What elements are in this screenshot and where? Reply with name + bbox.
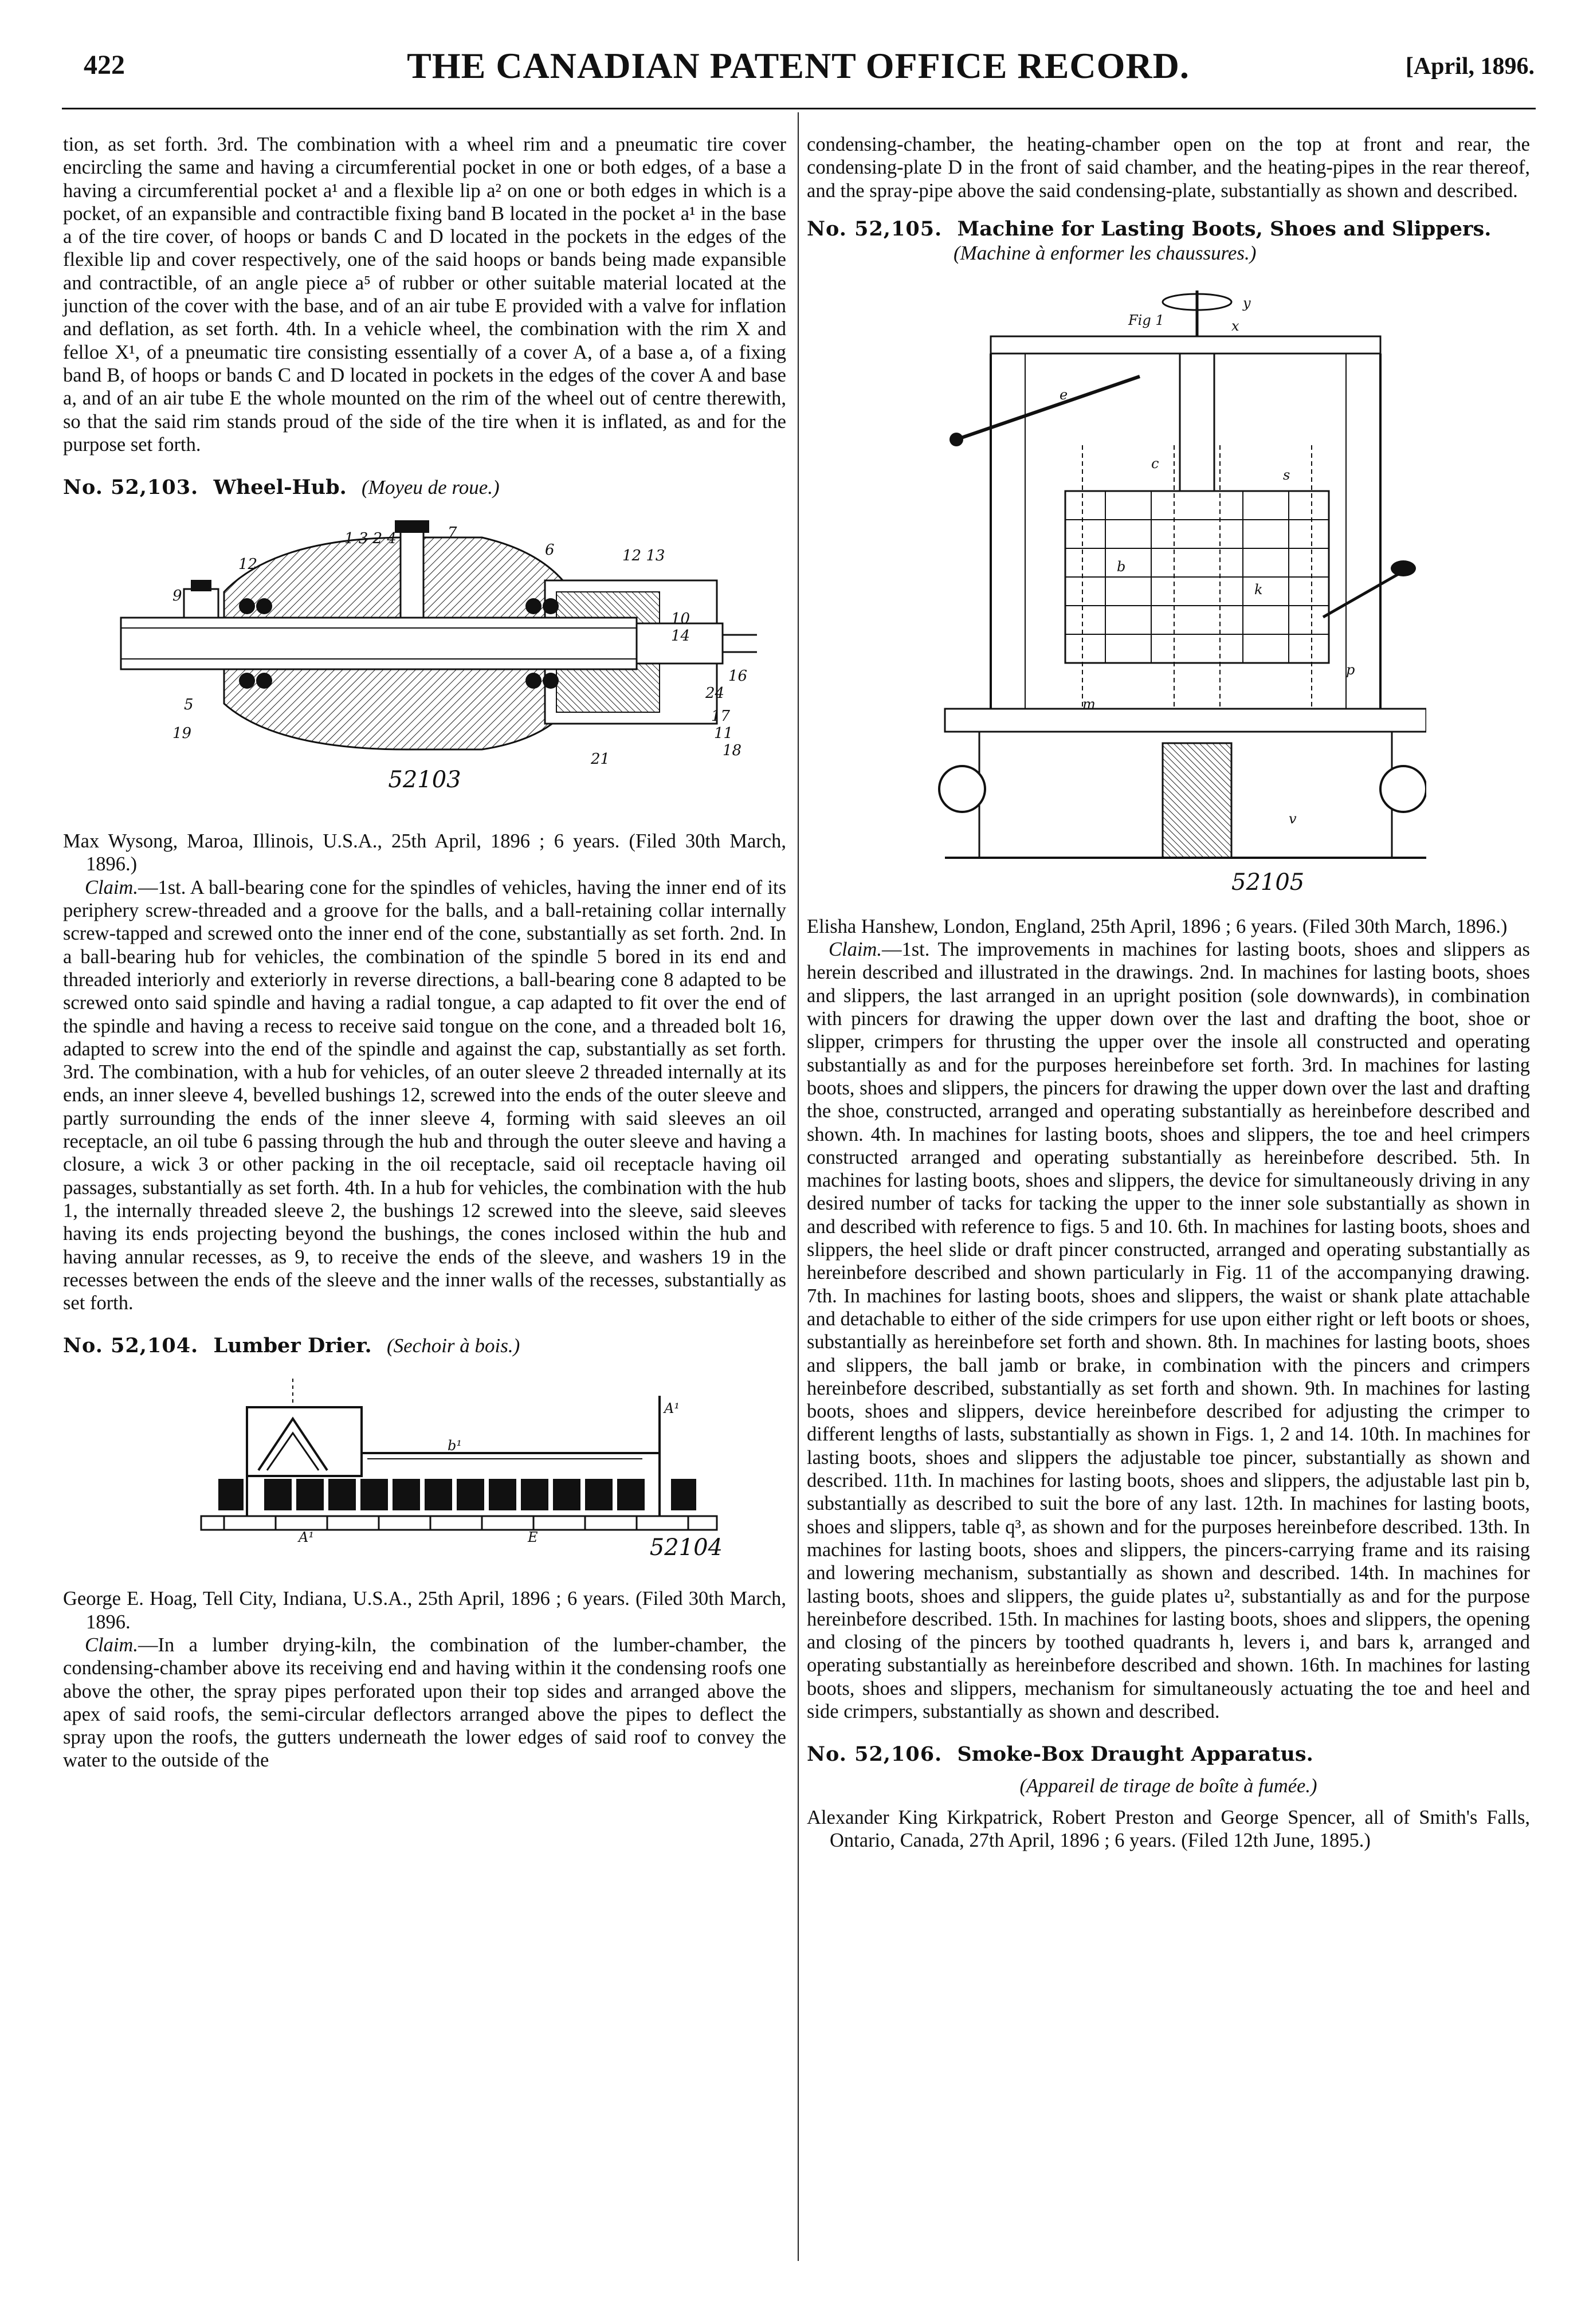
svg-text:16: 16 bbox=[728, 668, 748, 685]
svg-text:11: 11 bbox=[714, 725, 733, 743]
svg-text:6: 6 bbox=[545, 541, 555, 559]
claims-52105 bbox=[807, 938, 1530, 1723]
svg-text:p: p bbox=[1346, 661, 1355, 678]
svg-text:10: 10 bbox=[671, 610, 690, 628]
patent-french-title: (Sechoir à bois.) bbox=[386, 1334, 520, 1357]
svg-text:c: c bbox=[1151, 455, 1159, 472]
grantee-52103: Max Wysong, Maroa, Illinois, U.S.A., 25th April, 1896 ; 6 years. (Filed 30th March, 1896.) bbox=[63, 830, 786, 876]
svg-text:21: 21 bbox=[591, 751, 610, 767]
lumber-drier-figure bbox=[127, 1379, 723, 1568]
claim-text: —In a lumber drying-kiln, the combination of the lumber-chamber, the condensing-chamber above its receiving end and having within it the condensing roofs one above the other, the spray pipes perforated upon their top sides and arranged above the apex of said roofs, the semi-circular deflectors arranged above the pipes to deflect the spray upon the roofs, the gutters underneath the lower edges of said roof to convey the water to the outside of the bbox=[63, 1634, 786, 1772]
claims-52103 bbox=[63, 876, 786, 1315]
page-header bbox=[62, 45, 1535, 91]
patent-french-title: (Appareil de tirage de boîte à fumée.) bbox=[1019, 1775, 1317, 1797]
claims-52104 bbox=[63, 1634, 786, 1772]
patent-heading-52106 bbox=[807, 1742, 1530, 1766]
claim-label: Claim. bbox=[85, 876, 138, 898]
svg-text:A¹: A¹ bbox=[664, 1400, 680, 1417]
patent-french-title: (Moyeu de roue.) bbox=[362, 476, 500, 499]
patent-heading-52105 bbox=[807, 217, 1530, 265]
continued-claim-text: tion, as set forth. 3rd. The combination with a wheel rim and a pneumatic tire cover encircling the same and having a circumferential pocket in one or both edges, of a base a having a circumferential pocket a¹ and a flexible lip a² on one or both edges in which is a pocket, of an expansible and contractible fixing band B located in the pocket a¹ in the base a of the tire cover, of hoops or bands C and D located in the pockets in the edges of the flexible lip and cover respectively, one of the said hoops or bands being made expansible and contractible, of an angle piece a⁵ of rubber or other suitable material located at the junction of the cover with the base, and of an air tube E provided with a valve for inflation and deflation, as set forth. 4th. In a vehicle wheel, the combination with the rim X and felloe X¹, of a pneumatic tire consisting essentially of a cover A, of a base a, of a fixing band B, of hoops or bands C and D located in pockets in the edges of the cover A and base a, and of an air tube E the whole mounted on the rim of the wheel out of centre therewith, so that the said rim stands proud of the side of the tire when it is inflated, as and for the purpose set forth. bbox=[63, 134, 786, 456]
patent-number: No. 52,105. bbox=[807, 217, 943, 241]
svg-text:E: E bbox=[528, 1529, 538, 1545]
figure-number-52105: 52105 bbox=[1231, 869, 1305, 896]
left-column bbox=[63, 133, 786, 1772]
lasting-machine-figure bbox=[911, 273, 1426, 898]
figure-number-52103: 52103 bbox=[388, 767, 461, 794]
patent-title: Wheel-Hub. bbox=[213, 476, 347, 500]
claim-label: Claim. bbox=[829, 939, 882, 961]
svg-text:19: 19 bbox=[172, 725, 192, 743]
svg-text:1 3 2 4: 1 3 2 4 bbox=[344, 530, 397, 548]
patent-title: Smoke-Box Draught Apparatus. bbox=[957, 1742, 1313, 1766]
patent-heading-52104 bbox=[63, 1334, 786, 1358]
grantee-52105: Elisha Hanshew, London, England, 25th April, 1896 ; 6 years. (Filed 30th March, 1896.) bbox=[807, 915, 1508, 937]
patent-number: No. 52,104. bbox=[63, 1334, 199, 1358]
patent-number: No. 52,103. bbox=[63, 476, 199, 500]
patent-heading-52103 bbox=[63, 476, 786, 500]
grantee-52104: George E. Hoag, Tell City, Indiana, U.S.A., 25th April, 1896 ; 6 years. (Filed 30th March, 1896. bbox=[63, 1588, 786, 1633]
svg-text:12: 12 bbox=[238, 556, 258, 574]
wheel-hub-figure bbox=[87, 520, 763, 807]
patent-number: No. 52,106. bbox=[807, 1742, 943, 1766]
wheel-hub-drawing bbox=[87, 520, 763, 767]
continued-claim-text: condensing-chamber, the heating-chamber open on the top at front and rear, the condensing-plate D in the front of said chamber, and the heating-pipes in the rear thereof, and the spray-pipe above the said condensing-plate, substantially as shown and described. bbox=[807, 134, 1530, 202]
svg-text:y: y bbox=[1243, 295, 1251, 311]
right-column bbox=[807, 133, 1530, 1852]
lasting-machine-drawing bbox=[911, 273, 1426, 881]
header-rule bbox=[62, 108, 1536, 109]
page-number: 422 bbox=[84, 50, 125, 80]
claim-text: —1st. A ball-bearing cone for the spindles of vehicles, having the inner end of its periphery screw-threaded and a groove for the balls, and a ball-retaining collar internally screw-tapped and screwed onto the inner end of the cone, substantially as set forth. 2nd. In a ball-bearing hub for vehicles, the combination of the spindle 5 bored in its end and threaded interiorly and exteriorly in reverse directions, a ball-bearing cone 8 adapted to be screwed onto said spindle and having a radial tongue, a cap adapted to fit over the end of the spindle and having a recess to receive said tongue on the cone, and a threaded bolt 16, adapted to screw into the end of the spindle and against the cap, substantially as set forth. 3rd. The combination, with a hub for vehicles, of an outer sleeve 2 threaded internally at its ends, an inner sleeve 4, bevelled bushings 12, screwed into the ends of the outer sleeve and partly surrounding the ends of the inner sleeve 4, forming with said sleeves an oil receptacle, an oil tube 6 passing through the hub and through the outer sleeve and having a closure, a wick 3 or other packing in the oil receptacle, said oil receptacle having oil passages, substantially as set forth. 4th. In a hub for vehicles, the combination with the hub 1, the internally threaded sleeve 2, the bushings 12 screwed into the sleeve, said sleeves having its ends projecting beyond the bushings, the cones inclosed within the hub and having annular recesses, as 9, to receive the ends of the sleeve, and washers 19 in the recesses between the ends of the sleeve and the inner walls of the recesses, substantially as set forth. bbox=[63, 876, 786, 1314]
lumber-drier-drawing bbox=[127, 1379, 723, 1545]
svg-text:9: 9 bbox=[172, 587, 182, 605]
svg-text:v: v bbox=[1289, 810, 1297, 827]
svg-text:5: 5 bbox=[184, 696, 194, 714]
issue-date: [April, 1896. bbox=[1405, 53, 1535, 80]
svg-text:k: k bbox=[1254, 581, 1263, 598]
svg-text:A¹: A¹ bbox=[299, 1529, 314, 1545]
column-divider bbox=[798, 112, 799, 2261]
svg-text:m: m bbox=[1082, 696, 1096, 712]
svg-text:b¹: b¹ bbox=[448, 1438, 462, 1454]
svg-text:18: 18 bbox=[723, 742, 742, 760]
svg-text:12 13: 12 13 bbox=[622, 547, 665, 565]
patent-title: Lumber Drier. bbox=[213, 1334, 372, 1358]
svg-text:17: 17 bbox=[711, 708, 731, 725]
journal-title: THE CANADIAN PATENT OFFICE RECORD. bbox=[407, 45, 1190, 86]
patent-french-title: (Machine à enformer les chaussures.) bbox=[954, 241, 1257, 264]
svg-text:7: 7 bbox=[448, 524, 457, 542]
patent-french-title-52106 bbox=[807, 1775, 1530, 1797]
claim-label: Claim. bbox=[85, 1634, 138, 1656]
svg-text:14: 14 bbox=[671, 627, 690, 645]
fig-caption-52105: Fig 1 bbox=[1128, 312, 1164, 328]
figure-number-52104: 52104 bbox=[649, 1534, 723, 1561]
svg-text:b: b bbox=[1117, 558, 1126, 575]
grantee-52106: Alexander King Kirkpatrick, Robert Preston and George Spencer, all of Smith's Falls, Ontario, Canada, 27th April, 1896 ; 6 years. (Filed 12th June, 1895.) bbox=[807, 1806, 1530, 1851]
svg-text:x: x bbox=[1231, 317, 1239, 334]
svg-text:24: 24 bbox=[705, 685, 725, 702]
svg-text:s: s bbox=[1283, 466, 1290, 483]
svg-text:e: e bbox=[1060, 386, 1068, 403]
claim-text: —1st. The improvements in machines for lasting boots, shoes and slippers as herein described and illustrated in the drawings. 2nd. In machines for lasting boots, shoes and slippers, the last arranged in an upright position (sole downwards), in combination with pincers for drawing the upper down over the last and drafting the boot, shoe or slipper, crimpers for thrusting the upper over the insole all constructed and operating substantially as and for the purposes hereinbefore set forth. 3rd. In machines for lasting boots, shoes and slippers, the pincers for drawing the upper down over the last and drafting the shoe, constructed, arranged and operating substantially as hereinbefore described and shown. 4th. In machines for lasting boots, shoes and slippers, the toe and heel crimpers constructed arranged and operating substantially as hereinbefore described. 5th. In machines for lasting boots, shoes and slippers, the device for simultaneously driving in any desired number of tacks for tacking the upper to the inner sole substantially as shown in and described with reference to figs. 5 and 10. 6th. In machines for lasting boots, shoes and slippers, the heel slide or draft pincer constructed, arranged and operating substantially as hereinbefore described and shown particularly in Fig. 11 of the accompanying drawing. 7th. In machines for lasting boots, shoes and slippers, the waist or shank plate attachable and detachable to either of the side crimpers for use upon either right or left boots or shoes, substantially as hereinbefore set forth and shown. 8th. In machines for lasting boots, shoes and slippers, the ball jamb or brake, in combination with the pincers and crimpers hereinbefore described, substantially as set forth and shown. 9th. In machines for lasting boots, shoes and slippers, device hereinbefore described for adjusting the crimper to different lengths of lasts, substantially as shown in Figs. 1, 2 and 14. 10th. In machines for lasting boots, shoes and slippers the adjustable toe pincer, substantially as shown and described. 11th. In machines for lasting boots, shoes and slippers, the adjustable last pin b, substantially as described to suit the bore of any last. 12th. In machines for lasting boots, shoes and slippers, table q³, as shown and for the purposes hereinbefore described. 13th. In machines for lasting boots, shoes and slippers, the pincers-carrying frame and its raising and lowering mechanism, substantially as shown and described. 14th. In machines for lasting boots, shoes and slippers, the guide plates u², substantially as and for the purpose hereinbefore described. 15th. In machines for lasting boots, shoes and slippers, the opening and closing of the pincers by toothed quadrants h, levers i, and bars k, arranged and operating substantially as hereinbefore described and shown. 16th. In machines for lasting boots, shoes and slippers, mechanism for simultaneously actuating the toe and heel and side crimpers, substantially as shown and described. bbox=[807, 939, 1530, 1722]
patent-title: Machine for Lasting Boots, Shoes and Slippers. bbox=[957, 217, 1492, 241]
